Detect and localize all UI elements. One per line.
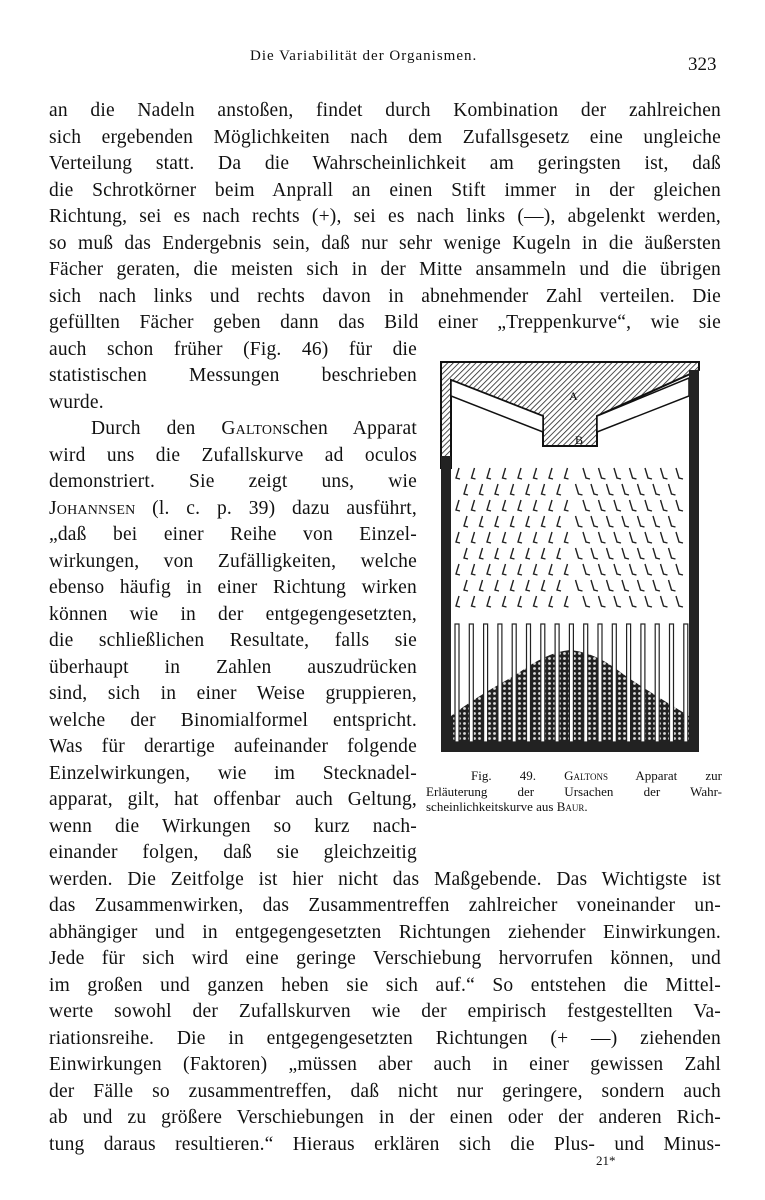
caption-text: scheinlichkeitskurve aus — [426, 799, 557, 814]
pin — [518, 500, 522, 511]
pin — [472, 596, 476, 607]
pin — [472, 532, 476, 543]
pin — [607, 580, 614, 591]
pin — [557, 548, 561, 559]
pin — [456, 500, 460, 511]
slat — [455, 624, 459, 742]
pin — [557, 580, 561, 591]
text-line: Einwirkungen (Faktoren) „müssen aber auch in einer gewissen Zahl — [49, 1054, 721, 1075]
pin — [661, 468, 668, 479]
text-line: wirkungen, von Zufälligkeiten, welche — [49, 551, 417, 572]
pin — [599, 596, 606, 607]
pin — [487, 564, 491, 575]
pin — [480, 548, 484, 559]
text-line: auch schon früher (Fig. 46) für die — [49, 339, 417, 360]
pin — [542, 580, 546, 591]
caption-author-baur: Baur — [556, 799, 585, 814]
pin — [583, 532, 590, 543]
pin — [456, 532, 460, 543]
pin — [576, 516, 583, 527]
label-a: A — [569, 389, 578, 403]
pin — [676, 596, 683, 607]
text-line: die Schrotkörner beim Anprall an einen Stift immer in der gleichen — [49, 180, 721, 201]
pin — [599, 500, 606, 511]
slat — [555, 624, 559, 742]
pin — [614, 596, 621, 607]
pin — [526, 580, 530, 591]
pin — [661, 500, 668, 511]
pin — [645, 532, 652, 543]
text-line: der Fälle so zusammentreffen, daß nicht nur geringere, sondern auch — [49, 1081, 721, 1102]
slat — [498, 624, 502, 742]
pin — [607, 484, 614, 495]
pin — [583, 468, 590, 479]
text-line: das Zusammenwirken, das Zusammentreffen zahlreicher voneinander un- — [49, 895, 721, 916]
text-fragment: Durch den — [91, 418, 222, 439]
pin — [549, 564, 553, 575]
slat — [627, 624, 631, 742]
pin — [653, 516, 660, 527]
text-line: wird uns die Zufallskurve ad oculos — [49, 445, 417, 466]
slat — [527, 624, 531, 742]
pin — [487, 500, 491, 511]
pin — [599, 532, 606, 543]
text-line: ab und zu größere Verschiebungen in der einen oder der anderen Rich- — [49, 1107, 721, 1128]
pin — [591, 484, 598, 495]
pin — [480, 516, 484, 527]
pin — [653, 580, 660, 591]
pin — [511, 548, 515, 559]
pin — [614, 500, 621, 511]
pin — [534, 468, 538, 479]
text-line: riationsreihe. Die in entgegengesetzten Richtungen (+ —) ziehenden — [49, 1028, 721, 1049]
text-fragment: schen Apparat — [282, 418, 418, 439]
slat — [584, 624, 588, 742]
pin — [630, 564, 637, 575]
pin — [542, 548, 546, 559]
text-fragment: (l. c. p. 39) dazu ausführt, — [135, 498, 417, 519]
pin — [549, 596, 553, 607]
funnel — [441, 362, 699, 468]
caption-prefix: Fig. 49. — [471, 768, 565, 783]
pin — [583, 500, 590, 511]
text-line: Verteilung statt. Da die Wahrscheinlichkeit am geringsten ist, daß — [49, 153, 721, 174]
slat — [512, 624, 516, 742]
pin — [487, 596, 491, 607]
pin — [487, 532, 491, 543]
pin — [676, 468, 683, 479]
text-line: apparat, gilt, hat offenbar auch Geltung, — [49, 789, 417, 810]
pin — [638, 516, 645, 527]
pin — [472, 564, 476, 575]
pin — [495, 580, 499, 591]
text-line: demonstriert. Sie zeigt uns, wie — [49, 471, 417, 492]
pin — [495, 484, 499, 495]
pin — [456, 596, 460, 607]
galton-apparatus-figure — [437, 356, 703, 754]
pin — [599, 564, 606, 575]
pin — [661, 564, 668, 575]
text-line: ebenso häufig in einer Richtung wirken — [49, 577, 417, 598]
pin — [526, 484, 530, 495]
pin — [511, 580, 515, 591]
pin — [622, 516, 629, 527]
figure-caption — [426, 768, 722, 815]
author-name-galton: Galton — [221, 418, 283, 439]
label-b: B — [575, 433, 584, 447]
pin — [472, 468, 476, 479]
text-line: sich ergebenden Möglichkeiten nach dem Zufallsgesetz eine ungleiche — [49, 127, 721, 148]
text-line: abhängiger und in entgegengesetzten Richtungen ziehender Einwirkungen. — [49, 922, 721, 943]
text-line: im großen und ganzen heben sie sich auf.“ So entstehen die Mittel- — [49, 975, 721, 996]
pin — [565, 468, 569, 479]
pin-grid — [456, 468, 683, 607]
slat — [598, 624, 602, 742]
pin — [511, 484, 515, 495]
pin — [456, 564, 460, 575]
pin — [638, 548, 645, 559]
pin — [607, 516, 614, 527]
pin — [565, 532, 569, 543]
pin — [676, 500, 683, 511]
pin — [534, 532, 538, 543]
pin — [480, 580, 484, 591]
pin — [591, 580, 598, 591]
pin — [495, 516, 499, 527]
pin — [518, 468, 522, 479]
text-line — [49, 498, 417, 520]
pin — [599, 468, 606, 479]
caption-author-galton: Galtons — [564, 768, 608, 783]
pin — [557, 516, 561, 527]
pin — [669, 580, 676, 591]
running-head — [0, 48, 765, 75]
pin — [591, 548, 598, 559]
page-number: 323 — [688, 54, 717, 75]
slat — [612, 624, 616, 742]
pin — [669, 548, 676, 559]
slat — [484, 624, 488, 742]
pin — [576, 484, 583, 495]
pin — [511, 516, 515, 527]
text-line: werden. Die Zeitfolge ist hier nicht das Maßgebende. Das Wichtigste ist — [49, 869, 721, 890]
pin — [614, 468, 621, 479]
signature-mark: 21* — [596, 1153, 616, 1168]
text-line: wurde. — [49, 392, 104, 413]
text-line: die schließlichen Resultate, falls sie — [49, 630, 417, 651]
pin — [661, 596, 668, 607]
pin — [495, 548, 499, 559]
pin — [653, 548, 660, 559]
text-line: Was für derartige aufeinander folgende — [49, 736, 417, 757]
pin — [534, 500, 538, 511]
pin — [534, 596, 538, 607]
pin — [630, 500, 637, 511]
pin — [503, 596, 507, 607]
pin — [630, 532, 637, 543]
text-line: Einzelwirkungen, wie im Stecknadel- — [49, 763, 417, 784]
pin — [630, 596, 637, 607]
pin — [518, 564, 522, 575]
pin — [576, 548, 583, 559]
pin — [526, 516, 530, 527]
pin — [518, 532, 522, 543]
pin — [549, 500, 553, 511]
pin — [630, 468, 637, 479]
text-line: sich nach links und rechts davon in abnehmender Zahl verteilen. Die — [49, 286, 721, 307]
text-line: Fächer geraten, die meisten sich in der Mitte ansammeln und die übrigen — [49, 259, 721, 280]
caption-text: Apparat zur — [608, 768, 722, 783]
slat — [469, 624, 473, 742]
text-line: tung daraus resultieren.“ Hieraus erklären sich die Plus- und Minus- — [49, 1134, 721, 1155]
slat — [684, 624, 688, 742]
pin — [676, 532, 683, 543]
pin — [565, 500, 569, 511]
pin — [583, 564, 590, 575]
pin — [645, 596, 652, 607]
text-line: werte sowohl der Zufallskurven wie der empirisch festgestellten Va- — [49, 1001, 721, 1022]
slat — [670, 624, 674, 742]
text-line: welche der Binomialformel entspricht. — [49, 710, 417, 731]
pin — [480, 484, 484, 495]
text-line: „daß bei einer Reihe von Einzel- — [49, 524, 417, 545]
pin — [464, 516, 468, 527]
text-line: statistischen Messungen beschrieben — [49, 365, 417, 386]
pin — [487, 468, 491, 479]
pin — [503, 468, 507, 479]
pin — [591, 516, 598, 527]
text-line: können wie in der entgegengesetzten, — [49, 604, 417, 625]
pin — [583, 596, 590, 607]
pin — [503, 532, 507, 543]
pin — [549, 532, 553, 543]
caption-line: Erläuterung der Ursachen der Wahr- — [426, 783, 722, 799]
text-line: sind, sich in einer Weise gruppieren, — [49, 683, 417, 704]
running-head-title: Die Variabilität der Organismen. — [250, 48, 478, 64]
pin — [557, 484, 561, 495]
slat — [641, 624, 645, 742]
text-line: wenn die Wirkungen so kurz nach- — [49, 816, 417, 837]
text-line: Jede für sich wird eine geringe Verschiebung hervorrufen können, und — [49, 948, 721, 969]
pin — [565, 596, 569, 607]
pin — [661, 532, 668, 543]
author-name-johannsen: Johannsen — [49, 498, 136, 519]
pin — [622, 484, 629, 495]
pin — [472, 500, 476, 511]
pin — [456, 468, 460, 479]
pin — [526, 548, 530, 559]
pin — [676, 564, 683, 575]
pin — [653, 484, 660, 495]
text-line: Richtung, sei es nach rechts (+), sei es nach links (—), abgelenkt werden, — [49, 206, 721, 227]
slat — [655, 624, 659, 742]
pin — [464, 484, 468, 495]
pin — [534, 564, 538, 575]
pin — [614, 564, 621, 575]
text-line: einander folgen, daß sie gleichzeitig — [49, 842, 417, 863]
pin — [638, 484, 645, 495]
text-line — [49, 418, 417, 440]
text-line: an die Nadeln anstoßen, findet durch Kombination der zahlreichen — [49, 100, 721, 121]
text-line: überhaupt in Zahlen auszudrücken — [49, 657, 417, 678]
pin — [464, 548, 468, 559]
pin — [464, 580, 468, 591]
galton-board-illustration — [437, 356, 703, 754]
pin — [645, 468, 652, 479]
pin — [638, 580, 645, 591]
pin — [542, 484, 546, 495]
pin — [669, 484, 676, 495]
pin — [518, 596, 522, 607]
pin — [669, 516, 676, 527]
pin — [607, 548, 614, 559]
pin — [645, 564, 652, 575]
pin — [645, 500, 652, 511]
pin — [622, 580, 629, 591]
pin — [542, 516, 546, 527]
pin — [614, 532, 621, 543]
pin — [549, 468, 553, 479]
caption-line — [426, 768, 722, 784]
caption-line — [426, 799, 722, 815]
text-line: gefüllten Fächer geben dann das Bild einer „Treppenkurve“, wie sie — [49, 312, 721, 333]
pin — [503, 564, 507, 575]
slat — [541, 624, 545, 742]
pin — [503, 500, 507, 511]
pin — [565, 564, 569, 575]
caption-text: . — [584, 799, 588, 814]
slat — [569, 624, 573, 742]
pin — [576, 580, 583, 591]
pin — [622, 548, 629, 559]
text-line: so muß das Endergebnis sein, daß nur sehr wenige Kugeln in die äußersten — [49, 233, 721, 254]
